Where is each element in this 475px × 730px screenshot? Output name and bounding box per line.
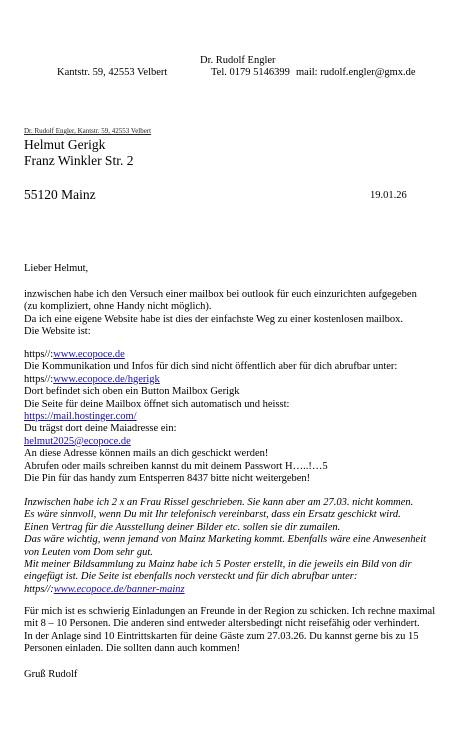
text-line: Die Website ist: [24,326,91,338]
website-link[interactable]: www.ecopoce.de [53,349,125,360]
recipient-name: Helmut Gerigk [24,137,106,152]
text-line: Du trägst dort deine Maiadresse ein: [24,423,177,435]
text-line: Inzwischen habe ich 2 x an Frau Rissel geschrieben. Sie kann aber am 27.03. nicht kommen. [24,497,414,508]
hostinger-mail-link[interactable]: https://mail.hostinger.com/ [24,411,137,423]
banner-link[interactable]: www.ecopoce.de/banner-mainz [53,583,185,595]
hgerigk-link[interactable]: www.ecopoce.de/hgerigk [53,373,160,385]
paragraph-intro [24,289,417,339]
sender-phone: Tel. 0179 5146399 [211,67,290,78]
url-prefix: https//: [24,349,54,360]
text-line: mit 8 – 10 Personen. Die anderen sind entweder altersbedingt nicht reisefähig oder verhindert. [24,618,420,630]
text-line: Die Kommunikation und Infos für dich sind nicht öffentlich aber für dich abrufbar unter: [24,361,398,373]
text-line: inzwischen habe ich den Versuch einer mailbox bei outlook für euch einzurichten aufgegeben [24,289,417,300]
banner-line [24,584,426,596]
url-prefix: https//: [24,373,54,385]
text-line: In der Anlage sind 10 Eintrittskarten für deine Gäste zum 27.03.26. Du kannst gerne bis zu 15 [24,630,419,642]
text-line: Da ich eine eigene Website habe ist dies der einfachste Weg zu einer kostenlosen mailbox. [24,313,403,325]
letter-date: 19.01.26 [370,190,407,201]
text-line: Abrufen oder mails schreiben kannst du mit deinem Passwort H…..!…5 [24,460,328,472]
return-address-line: Dr. Rudolf Engler, Kantstr. 59, 42553 Velbert [24,127,152,135]
recipient-street: Franz Winkler Str. 2 [24,153,134,168]
hgerigk-line [24,374,397,386]
text-line: Das wäre wichtig, wenn jemand von Mainz Marketing kommt. Ebenfalls wäre eine Anwesenheit [24,534,427,546]
closing: Gruß Rudolf [24,669,78,680]
text-line: An diese Adresse können mails an dich geschickt werden! [24,448,269,460]
text-line: von Leuten vom Dom sehr gut. [24,546,153,558]
paragraph-invitations [24,606,435,656]
text-line: Es wäre sinnvoll, wenn Du mit Ihr telefonisch vereinbarst, dass ein Ersatz geschickt wird. [24,509,401,521]
text-line: Die Pin für das handy zum Entsperren 8437 bitte nicht weitergeben! [24,473,311,485]
text-line: Dort befindet sich oben ein Button Mailbox Gerigk [24,386,240,398]
sender-mail: mail: rudolf.engler@gmx.de [296,67,416,78]
text-line: (zu kompliziert, ohne Handy nicht möglich). [24,301,212,313]
salutation: Lieber Helmut, [24,263,89,274]
text-line: Mit meiner Bildsammlung zu Mainz habe ich 5 Poster erstellt, in die jeweils ein Bild von dir [24,559,412,571]
text-line: Einen Vertrag für die Ausstellung deiner Bilder etc. sollen sie dir zumailen. [24,521,341,533]
text-line: Die Seite für deine Mailbox öffnet sich automatisch und heisst: [24,398,290,410]
text-line: eingefügt ist. Die Seite ist ebenfalls noch versteckt und für dich abrufbar unter: [24,571,358,583]
website-line [24,349,397,361]
sender-name: Dr. Rudolf Engler [200,55,276,66]
sender-address: Kantstr. 59, 42553 Velbert [57,67,168,78]
email-address-link[interactable]: helmut2025@ecopoce.de [24,435,131,447]
url-prefix: https//: [24,583,54,595]
text-line: Personen einladen. Die sollten dann auch kommen! [24,643,241,655]
text-line: Für mich ist es schwierig Einladungen an Freunde in der Region zu schicken. Ich rechne maximal [24,606,436,617]
paragraph-exhibition [24,497,426,596]
recipient-city: 55120 Mainz [24,187,96,202]
paragraph-mailbox [24,349,397,485]
